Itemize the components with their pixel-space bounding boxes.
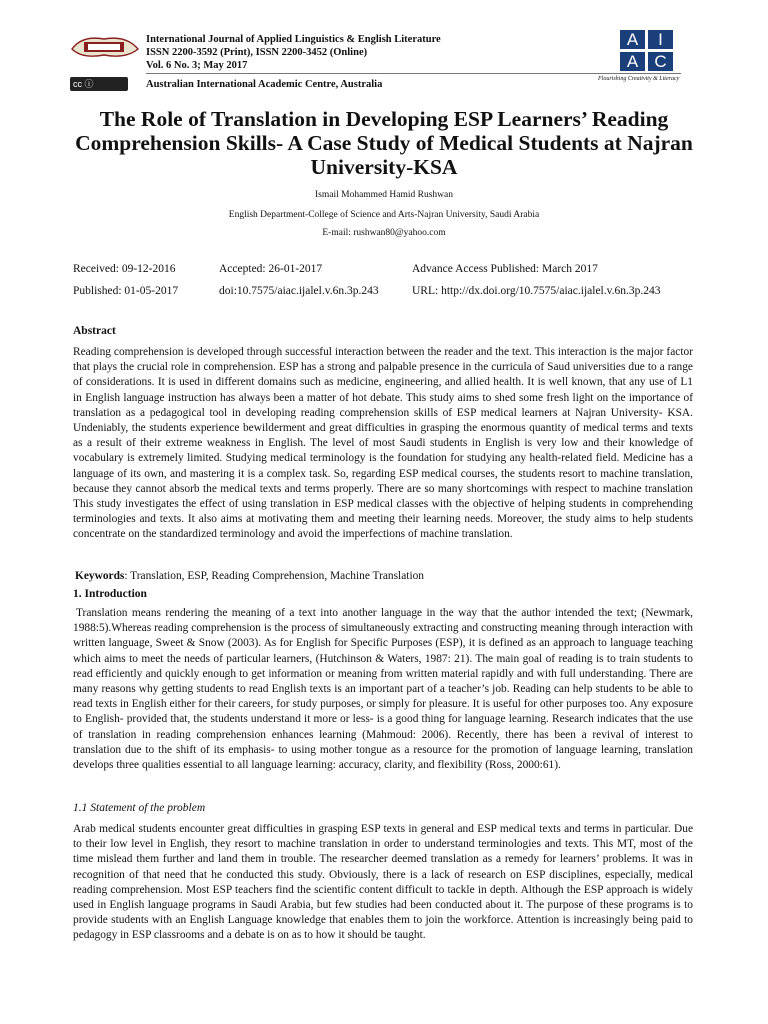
keywords-label: Keywords [75, 570, 125, 582]
aiac-letter: I [648, 30, 673, 49]
introduction-heading: 1. Introduction [73, 588, 147, 600]
journal-header [146, 33, 441, 72]
header-rule [146, 73, 681, 74]
paper-title: The Role of Translation in Developing ESP Learners’ Reading Comprehension Skills- A Case Study of Medical Students at Najran University-KSA [75, 107, 693, 179]
journal-issn: ISSN 2200-3592 (Print), ISSN 2200-3452 (Online) [146, 47, 368, 58]
author-affiliation: English Department-College of Science and Arts-Najran University, Saudi Arabia [228, 210, 540, 220]
publisher-name: Australian International Academic Centre, Australia [146, 79, 383, 90]
introduction-text: Translation means rendering the meaning of a text into another language in the way that the author intended the text; (Newmark, 1988:5).Whereas reading comprehension is the process of simultaneously extracting and constructing meaning through interaction with written language, Sweet & Snow (2003). As for English for Specific Purposes (ESP), it is defined as an approach to language teaching which aims to meet the needs of particular learners, (Hutchinson & Waters, 1987: 21). The main goal of reading is to train students to read efficiently and quickly enough to get information or meaning from written material rapidly and with full understanding. There are many reasons why getting students to read English texts is an important part of a teacher’s job. Reading can help students to be able to read texts in English either for their careers, for study purposes, or simply for pleasure. It is useful for other purposes too. Any exposure to English- provided that, the students understand it more or less- is a good thing for language learning. Research indicates that the use of translation in reading comprehension enhances learning (Mahmoud: 2006). Recently, there has been a revival of interest to translation due to the shift of its emphasis- to using mother tongue as a resource for the promotion of language learning, translation develops three qualities essential to all language learning: accuracy, clarity, and flexibility (Ross, 2000:61). [73, 607, 693, 772]
published-date: Published: 01-05-2017 [73, 285, 179, 297]
accepted-date: Accepted: 26-01-2017 [219, 263, 323, 275]
ijalel-logo-icon [70, 33, 140, 61]
author-email: E-mail: rushwan80@yahoo.com [322, 228, 446, 238]
article-url: URL: http://dx.doi.org/10.7575/aiac.ijalel.v.6n.3p.243 [412, 285, 661, 297]
keywords [75, 570, 424, 582]
aiac-letter: A [620, 52, 645, 71]
abstract-heading: Abstract [73, 325, 116, 337]
author-name: Ismail Mohammed Hamid Rushwan [315, 190, 453, 200]
doi: doi:10.7575/aiac.ijalel.v.6n.3p.243 [219, 285, 379, 297]
aiac-letter: C [648, 52, 673, 71]
aiac-tagline: Flourishing Creativity & Literacy [598, 76, 680, 82]
journal-volume: Vol. 6 No. 3; May 2017 [146, 60, 248, 71]
statement-text: Arab medical students encounter great difficulties in grasping ESP texts in general and ESP medical texts and terms in particular. Due to their low level in English, they resort to machine translation in order to understand terminologies and texts. This MT, most of the time mislead them further and land them in trouble. The researcher deemed translation as a remedy for learners’ problems. It was in recognition of that need that he conducted this study. Obviously, there is a lack of research on ESP disciplines, especially, medical reading comprehension. Most ESP teachers find the scientific content difficult to tackle in depth. Although the ESP approach is widely used in English language programs in Saudi Arabia, but few studies had been conducted about it. The purpose of these programs is to provide students with an English Language knowledge that enables them to join the workforce. Attention is increasingly being paid to pedagogy in ESP classrooms and a debate is on as to how it should be taught. [73, 823, 693, 942]
aiac-logo-icon [620, 30, 674, 72]
journal-name: International Journal of Applied Linguistics & English Literature [146, 34, 441, 45]
keywords-value: : Translation, ESP, Reading Comprehension, Machine Translation [124, 570, 424, 582]
statement-heading: 1.1 Statement of the problem [73, 802, 206, 814]
abstract-text: Reading comprehension is developed through successful interaction between the reader and the text. This interaction is the major factor that plays the crucial role in comprehension. ESP has a strong and palpable presence in the curricula of Saud universities due to a range of considerations. It is used in different domains such as medicine, engineering, and allied health. It is well known, that any use of L1 in English language instruction has always been a matter of hot debate. This study aims to shed some fresh light on the importance of translation as a pedagogical tool in developing reading comprehension skills of ESP medical learners at Najran University- KSA. Undeniably, the students experience bewilderment and great difficulties in grasping the enormous quantity of medical terms and texts as a result of their extreme weakness in English. The level of most Saudi students in English is very low and their knowledge of vocabulary is extremely limited. Studying medical terminology is the foundation for studying any health-related field. Medicine has a language of its own, and mastering it is a complex task. So, regarding ESP medical courses, the students resort to machine translation, because they cannot absorb the medical texts and terms properly. There are so many shortcomings with respect to machine translation This study investigates the effect of using translation in ESP medical classes with the objective of helping students in comprehending terminologies and texts. It also aims at motivating them and meeting their learning needs. Moreover, the study aims to help students concentrate on the standardized terminology and avoid the imperfections of machine translation. [73, 346, 693, 541]
creative-commons-badge-icon: cc ⓘ [70, 77, 128, 91]
received-date: Received: 09-12-2016 [73, 263, 176, 275]
advance-access-date: Advance Access Published: March 2017 [412, 263, 598, 275]
aiac-letter: A [620, 30, 645, 49]
